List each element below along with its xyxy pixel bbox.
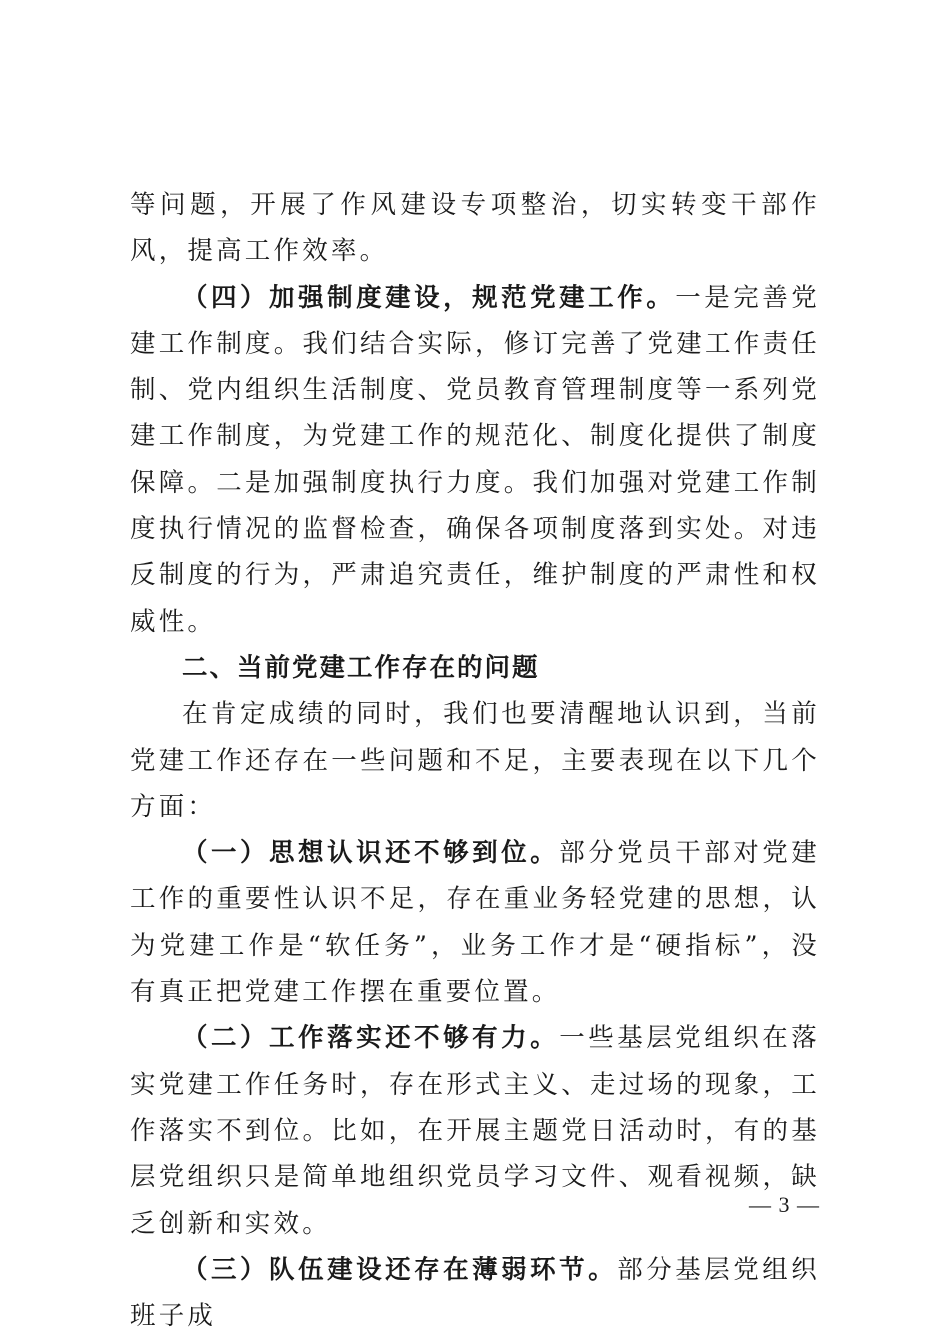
paragraph-intro-problems: 在肯定成绩的同时，我们也要清醒地认识到，当前党建工作还存在一些问题和不足，主要表现在以下几个方面： <box>130 699 820 822</box>
paragraph-lead: （一）思想认识还不够到位。 <box>182 838 560 869</box>
paragraph-problem-3 <box>130 1247 820 1340</box>
paragraph-lead: （二）工作落实还不够有力。 <box>182 1023 560 1054</box>
document-body <box>130 182 820 1339</box>
page-number: — 3 — <box>749 1192 820 1217</box>
section-heading-2: 二、当前党建工作存在的问题 <box>182 652 540 683</box>
paragraph-text: 一些基层党组织在落实党建工作任务时，存在形式主义、走过场的现象，工作落实不到位。比如，在开展主题党日活动时，有的基层党组织只是简单地组织党员学习文件、观看视频，缺乏创新和实效。 <box>130 1023 820 1239</box>
paragraph-text: 部分基层党组织班子成 <box>130 1254 820 1332</box>
paragraph-text: 部分党员干部对党建工作的重要性认识不足，存在重业务轻党建的思想，认为党建工作是“软任务”，业务工作才是“硬指标”，没有真正把党建工作摆在重要位置。 <box>130 838 820 1008</box>
paragraph-lead: （四）加强制度建设，规范党建工作。 <box>182 282 676 313</box>
paragraph-lead: （三）队伍建设还存在薄弱环节。 <box>182 1254 618 1285</box>
paragraph-institution-building <box>130 275 820 645</box>
paragraph-continuation: 等问题，开展了作风建设专项整治，切实转变干部作风，提高工作效率。 <box>130 190 820 267</box>
paragraph-problem-1 <box>130 830 820 1015</box>
paragraph-text: 一是完善党建工作制度。我们结合实际，修订完善了党建工作责任制、党内组织生活制度、党员教育管理制度等一系列党建工作制度，为党建工作的规范化、制度化提供了制度保障。二是加强制度执行力度。我们加强对党建工作制度执行情况的监督检查，确保各项制度落到实处。对违反制度的行为，严肃追究责任，维护制度的严肃性和权威性。 <box>130 282 820 637</box>
